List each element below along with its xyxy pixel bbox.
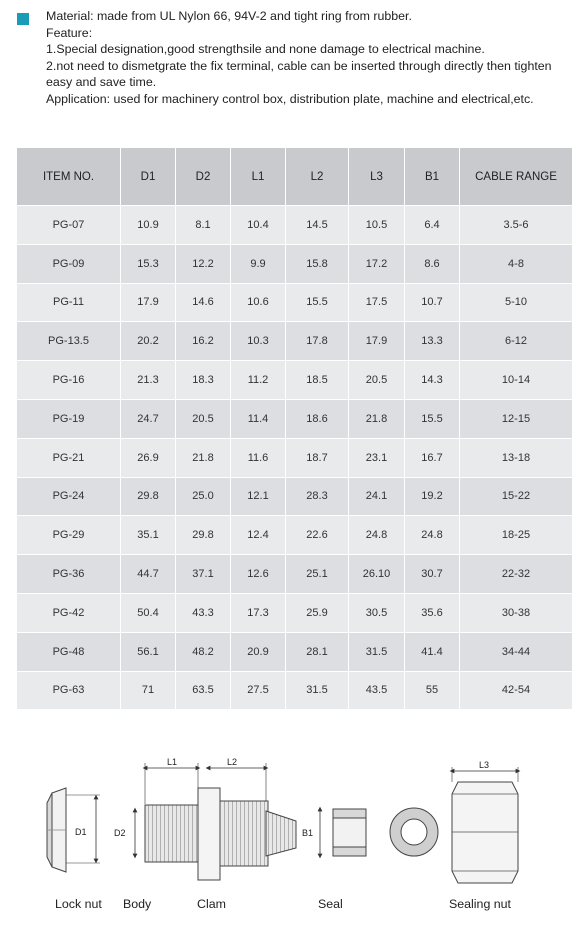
table-cell: 12.4 xyxy=(231,516,286,555)
table-cell: 8.6 xyxy=(405,244,460,283)
body-drawing xyxy=(135,763,268,880)
table-row xyxy=(17,632,573,671)
table-cell: 34-44 xyxy=(460,632,573,671)
table-cell: 43.5 xyxy=(349,671,405,710)
table-cell: 3.5-6 xyxy=(460,206,573,245)
parts-drawing xyxy=(0,748,580,918)
table-cell: 19.2 xyxy=(405,477,460,516)
table-cell: 12.2 xyxy=(176,244,231,283)
table-row xyxy=(17,438,573,477)
table-cell: 20.5 xyxy=(176,399,231,438)
header-cable-range: CABLE RANGE xyxy=(460,148,573,206)
table-cell: 35.6 xyxy=(405,593,460,632)
part-label-seal: Seal xyxy=(318,897,343,911)
table-cell: 24.1 xyxy=(349,477,405,516)
table-cell: 28.3 xyxy=(286,477,349,516)
ring-drawing xyxy=(390,808,438,856)
table-row xyxy=(17,555,573,594)
table-cell: 20.5 xyxy=(349,361,405,400)
table-cell: 55 xyxy=(405,671,460,710)
table-cell: 42-54 xyxy=(460,671,573,710)
table-cell: 15.3 xyxy=(121,244,176,283)
table-cell: 26.10 xyxy=(349,555,405,594)
table-cell: 15-22 xyxy=(460,477,573,516)
clam-drawing xyxy=(266,811,296,856)
item-no-cell: PG-09 xyxy=(17,244,121,283)
table-cell: 13.3 xyxy=(405,322,460,361)
table-cell: 10.4 xyxy=(231,206,286,245)
table-cell: 20.2 xyxy=(121,322,176,361)
header-item-no: ITEM NO. xyxy=(17,148,121,206)
table-cell: 18.3 xyxy=(176,361,231,400)
table-cell: 14.5 xyxy=(286,206,349,245)
item-no-cell: PG-29 xyxy=(17,516,121,555)
table-cell: 21.3 xyxy=(121,361,176,400)
table-cell: 56.1 xyxy=(121,632,176,671)
table-cell: 27.5 xyxy=(231,671,286,710)
table-cell: 29.8 xyxy=(121,477,176,516)
table-cell: 71 xyxy=(121,671,176,710)
table-row xyxy=(17,399,573,438)
dim-label-l1: L1 xyxy=(167,757,178,767)
table-cell: 10.5 xyxy=(349,206,405,245)
table-cell: 31.5 xyxy=(349,632,405,671)
table-cell: 12.1 xyxy=(231,477,286,516)
table-cell: 15.8 xyxy=(286,244,349,283)
table-cell: 50.4 xyxy=(121,593,176,632)
table-cell: 23.1 xyxy=(349,438,405,477)
table-cell: 43.3 xyxy=(176,593,231,632)
table-cell: 12-15 xyxy=(460,399,573,438)
table-cell: 30.5 xyxy=(349,593,405,632)
item-no-cell: PG-36 xyxy=(17,555,121,594)
bullet-square xyxy=(17,13,29,25)
dim-label-d1: D1 xyxy=(75,827,87,837)
table-body xyxy=(17,206,573,710)
item-no-cell: PG-13.5 xyxy=(17,322,121,361)
table-cell: 11.2 xyxy=(231,361,286,400)
sealing-nut-drawing xyxy=(452,767,518,883)
dim-label-b1: B1 xyxy=(302,828,314,838)
header-l1: L1 xyxy=(231,148,286,206)
spec-table xyxy=(16,147,573,710)
table-cell: 22.6 xyxy=(286,516,349,555)
table-cell: 18-25 xyxy=(460,516,573,555)
item-no-cell: PG-19 xyxy=(17,399,121,438)
table-cell: 15.5 xyxy=(286,283,349,322)
table-cell: 48.2 xyxy=(176,632,231,671)
table-cell: 28.1 xyxy=(286,632,349,671)
table-cell: 17.5 xyxy=(349,283,405,322)
table-cell: 35.1 xyxy=(121,516,176,555)
table-cell: 31.5 xyxy=(286,671,349,710)
table-cell: 11.6 xyxy=(231,438,286,477)
item-no-cell: PG-42 xyxy=(17,593,121,632)
table-cell: 41.4 xyxy=(405,632,460,671)
table-cell: 18.5 xyxy=(286,361,349,400)
table-cell: 14.6 xyxy=(176,283,231,322)
table-row xyxy=(17,283,573,322)
table-row xyxy=(17,671,573,710)
table-cell: 17.8 xyxy=(286,322,349,361)
table-cell: 21.8 xyxy=(349,399,405,438)
item-no-cell: PG-11 xyxy=(17,283,121,322)
table-cell: 14.3 xyxy=(405,361,460,400)
table-cell: 25.9 xyxy=(286,593,349,632)
description-line: 1.Special designation,good strengthsile and none damage to electrical machine. xyxy=(46,42,485,56)
table-cell: 4-8 xyxy=(460,244,573,283)
item-no-cell: PG-63 xyxy=(17,671,121,710)
table-cell: 22-32 xyxy=(460,555,573,594)
header-b1: B1 xyxy=(405,148,460,206)
table-cell: 10.7 xyxy=(405,283,460,322)
lock-nut-drawing xyxy=(47,788,100,872)
header-d2: D2 xyxy=(176,148,231,206)
table-cell: 5-10 xyxy=(460,283,573,322)
table-cell: 44.7 xyxy=(121,555,176,594)
header-l3: L3 xyxy=(349,148,405,206)
table-cell: 10.6 xyxy=(231,283,286,322)
part-label-lock-nut: Lock nut xyxy=(55,897,102,911)
table-cell: 26.9 xyxy=(121,438,176,477)
description xyxy=(46,8,576,107)
table-row xyxy=(17,477,573,516)
table-cell: 12.6 xyxy=(231,555,286,594)
description-line: Application: used for machinery control box, distribution plate, machine and electrical,etc. xyxy=(46,91,534,106)
table-row xyxy=(17,593,573,632)
part-label-body: Body xyxy=(123,897,152,911)
table-cell: 16.2 xyxy=(176,322,231,361)
table-cell: 6-12 xyxy=(460,322,573,361)
table-row xyxy=(17,361,573,400)
seal-drawing xyxy=(320,809,366,856)
table-cell: 24.7 xyxy=(121,399,176,438)
description-line: 2.not need to dismetgrate the fix terminal, cable can be inserted through directly then tighten easy and save time. xyxy=(46,58,552,89)
table-cell: 20.9 xyxy=(231,632,286,671)
table-cell: 18.6 xyxy=(286,399,349,438)
item-no-cell: PG-21 xyxy=(17,438,121,477)
table-cell: 37.1 xyxy=(176,555,231,594)
item-no-cell: PG-07 xyxy=(17,206,121,245)
table-cell: 24.8 xyxy=(405,516,460,555)
table-cell: 10-14 xyxy=(460,361,573,400)
table-cell: 25.0 xyxy=(176,477,231,516)
table-row xyxy=(17,322,573,361)
table-row xyxy=(17,244,573,283)
part-label-sealing-nut: Sealing nut xyxy=(449,897,512,911)
table-cell: 9.9 xyxy=(231,244,286,283)
dim-label-d2: D2 xyxy=(114,828,126,838)
table-cell: 30.7 xyxy=(405,555,460,594)
header-l2: L2 xyxy=(286,148,349,206)
item-no-cell: PG-24 xyxy=(17,477,121,516)
table-cell: 8.1 xyxy=(176,206,231,245)
table-cell: 10.9 xyxy=(121,206,176,245)
table-header-row xyxy=(17,148,573,206)
table-cell: 25.1 xyxy=(286,555,349,594)
header-d1: D1 xyxy=(121,148,176,206)
table-cell: 15.5 xyxy=(405,399,460,438)
dim-label-l2: L2 xyxy=(227,757,238,767)
table-row xyxy=(17,516,573,555)
dim-label-l3: L3 xyxy=(479,760,490,770)
table-cell: 11.4 xyxy=(231,399,286,438)
description-line: Feature: xyxy=(46,25,93,40)
table-cell: 18.7 xyxy=(286,438,349,477)
table-cell: 6.4 xyxy=(405,206,460,245)
table-row xyxy=(17,206,573,245)
item-no-cell: PG-16 xyxy=(17,361,121,400)
table-cell: 17.3 xyxy=(231,593,286,632)
table-cell: 16.7 xyxy=(405,438,460,477)
table-cell: 17.9 xyxy=(121,283,176,322)
table-cell: 13-18 xyxy=(460,438,573,477)
table-cell: 24.8 xyxy=(349,516,405,555)
item-no-cell: PG-48 xyxy=(17,632,121,671)
table-cell: 29.8 xyxy=(176,516,231,555)
table-cell: 63.5 xyxy=(176,671,231,710)
description-line: Material: made from UL Nylon 66, 94V-2 and tight ring from rubber. xyxy=(46,9,412,23)
table-cell: 17.2 xyxy=(349,244,405,283)
table-cell: 17.9 xyxy=(349,322,405,361)
part-label-clam: Clam xyxy=(197,897,226,911)
table-cell: 21.8 xyxy=(176,438,231,477)
table-cell: 10.3 xyxy=(231,322,286,361)
table-cell: 30-38 xyxy=(460,593,573,632)
